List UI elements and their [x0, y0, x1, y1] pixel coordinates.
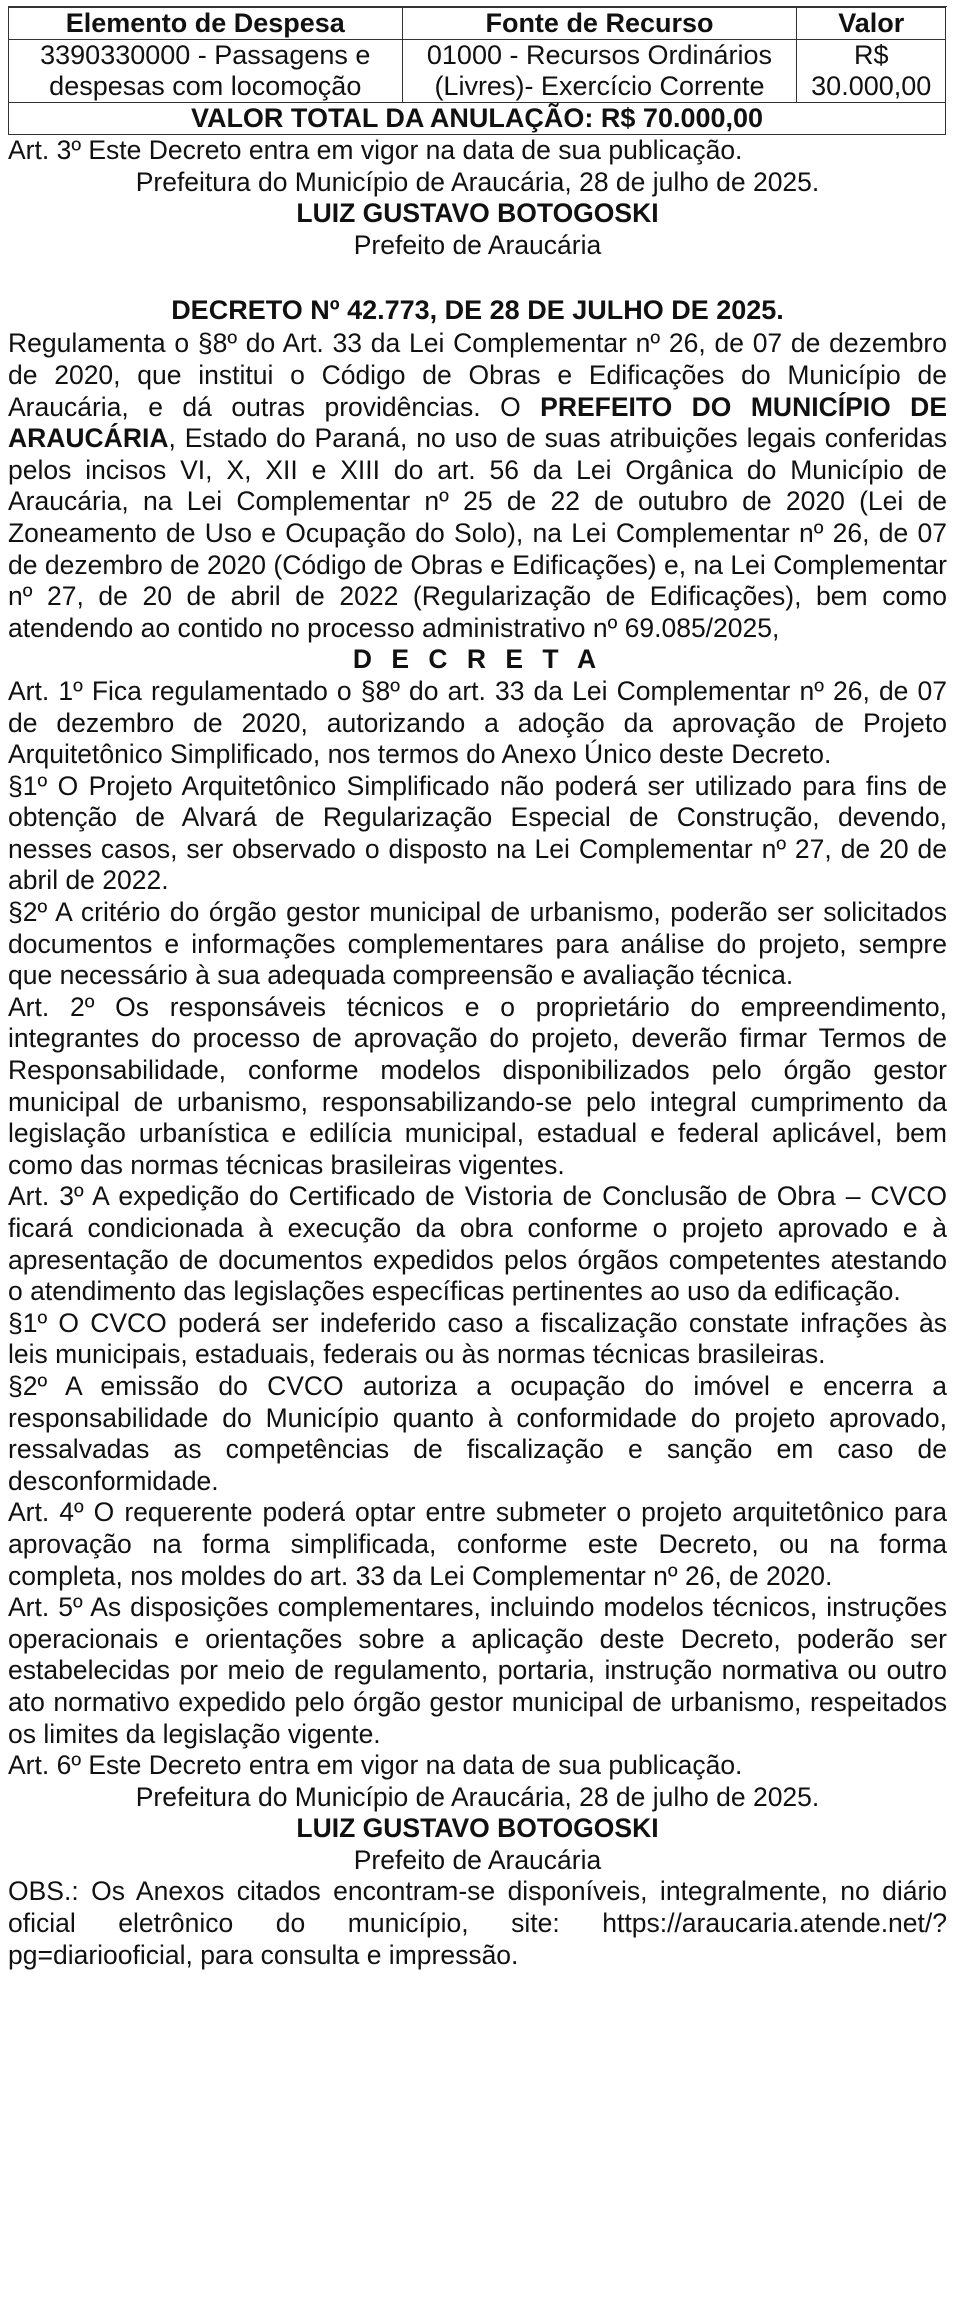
- place-date: Prefeitura do Município de Araucária, 28 de julho de 2025.: [135, 1781, 820, 1812]
- cell-elemento: 3390330000 - Passagens e despesas com locomoção: [9, 40, 403, 103]
- art6: Art. 6º Este Decreto entra em vigor na data de sua publicação.: [8, 1750, 743, 1781]
- header-elemento: Elemento de Despesa: [9, 8, 403, 40]
- art4: Art. 4º O requerente poderá optar entre submeter o projeto arquitetônico para aprovação na forma simplificada, conforme este Decreto, ou na forma completa, nos moldes do art. 33 da Lei Complementar nº 26, de 2020.: [8, 1497, 947, 1591]
- art1: Art. 1º Fica regulamentado o §8º do art. 33 da Lei Complementar nº 26, de 07 de dezembro de 2020, autorizando a adoção da aprovação de Projeto Arquitetônico Simplificado, nos termos do Anexo Único deste Decreto.: [8, 675, 947, 770]
- previous-decree-closing: [8, 135, 947, 261]
- table-header-row: [9, 8, 946, 40]
- table-total-row: [9, 103, 946, 135]
- art3: Art. 3º A expedição do Certificado de Vistoria de Conclusão de Obra – CVCO ficará condicionada à execução da obra conforme o projeto aprovado e à apresentação de documentos expedidos pelos órgãos competentes atestando o atendimento das legislações específicas pertinentes ao uso da edificação.: [8, 1181, 947, 1307]
- preamble-authority: PREFEITO DO MUNICÍPIO DE ARAUCÁRIA: [8, 391, 947, 454]
- cell-valor: R$ 30.000,00: [797, 40, 946, 103]
- cell-fonte: 01000 - Recursos Ordinários (Livres)- Exercício Corrente: [402, 40, 797, 103]
- table-row: [9, 40, 946, 103]
- art1-par1: §1º O Projeto Arquitetônico Simplificado não poderá ser utilizado para fins de obtenção de Alvará de Regularização Especial de Construção, devendo, nesses casos, ser observado o disposto na Lei Complementar nº 27, de 20 de abril de 2022.: [8, 770, 947, 896]
- prev-place-date: Prefeitura do Município de Araucária, 28 de julho de 2025.: [135, 166, 820, 197]
- signer-role: Prefeito de Araucária: [353, 1844, 602, 1875]
- cropped-table-row: [8, 0, 947, 7]
- total-annulment: VALOR TOTAL DA ANULAÇÃO: R$ 70.000,00: [9, 103, 946, 135]
- signer: LUIZ GUSTAVO BOTOGOSKI: [296, 1813, 659, 1844]
- decreta-heading: D E C R E T A: [352, 644, 603, 675]
- art1-par2: §2º A critério do órgão gestor municipal de urbanismo, poderão ser solicitados documentos e informações complementares para análise do projeto, sempre que necessário à sua adequada compreensão e avaliação técnica.: [8, 897, 947, 991]
- art3-par1: §1º O CVCO poderá ser indeferido caso a fiscalização constate infrações às leis municipais, estaduais, federais ou às normas técnicas brasileiras.: [8, 1307, 947, 1370]
- art2: Art. 2º Os responsáveis técnicos e o proprietário do empreendimento, integrantes do processo de aprovação do projeto, deverão firmar Termos de Responsabilidade, conforme modelos disponibilizados pelo órgão gestor municipal de urbanismo, responsabilizando-se pelo integral cumprimento da legislação urbanística e edilícia municipal, estadual e federal aplicável, bem como das normas técnicas brasileiras vigentes.: [8, 991, 947, 1180]
- art5: Art. 5º As disposições complementares, incluindo modelos técnicos, instruções operacionais e orientações sobre a aplicação deste Decreto, poderão ser estabelecidas por meio de regulamento, portaria, instrução normativa ou outro ato normativo expedido pelo órgão gestor municipal de urbanismo, respeitados os limites da legislação vigente.: [8, 1592, 947, 1749]
- preamble-rest: , Estado do Paraná, no uso de suas atribuições legais conferidas pelos incisos VI, X, XII e XIII do art. 56 da Lei Orgânica do Município de Araucária, na Lei Complementar nº 25 de 22 de outubro de 2020 (Lei de Zoneamento de Uso e Ocupação do Solo), na Lei Complementar nº 26, de 07 de dezembro de 2020 (Código de Obras e Edificações) e, na Lei Complementar nº 27, de 20 de abril de 2022 (Regularização de Edificações), bem como atendendo ao contido no processo administrativo nº 69.085/2025,: [8, 423, 947, 643]
- decree-preamble: [8, 328, 947, 644]
- art3-par2: §2º A emissão do CVCO autoriza a ocupação do imóvel e encerra a responsabilidade do Município quanto à conformidade do projeto aprovado, ressalvadas as competências de fiscalização e sanção em caso de desconformidade.: [8, 1370, 947, 1496]
- decree-42773: [8, 292, 947, 1971]
- prev-art3: Art. 3º Este Decreto entra em vigor na data de sua publicação.: [8, 135, 743, 165]
- spacer: [8, 261, 947, 292]
- prev-signer-role: Prefeito de Araucária: [353, 229, 602, 260]
- preamble-start: Regulamenta o §8º do Art. 33 da Lei Complementar nº 26, de 07 de dezembro de 2020, que institui o Código de Obras e Edificações do Município de Araucária, e dá outras providências. O: [8, 328, 947, 422]
- decree-title: DECRETO Nº 42.773, DE 28 DE JULHO DE 2025.: [171, 295, 784, 326]
- header-fonte: Fonte de Recurso: [402, 8, 797, 40]
- prev-signer: LUIZ GUSTAVO BOTOGOSKI: [296, 198, 659, 229]
- header-valor: Valor: [797, 8, 946, 40]
- budget-table: [8, 7, 946, 135]
- obs-note: OBS.: Os Anexos citados encontram-se disponíveis, integralmente, no diário oficial eletrônico do município, site: https://araucaria.atende.net/?pg=diariooficial, para consulta e impressão.: [8, 1876, 947, 1970]
